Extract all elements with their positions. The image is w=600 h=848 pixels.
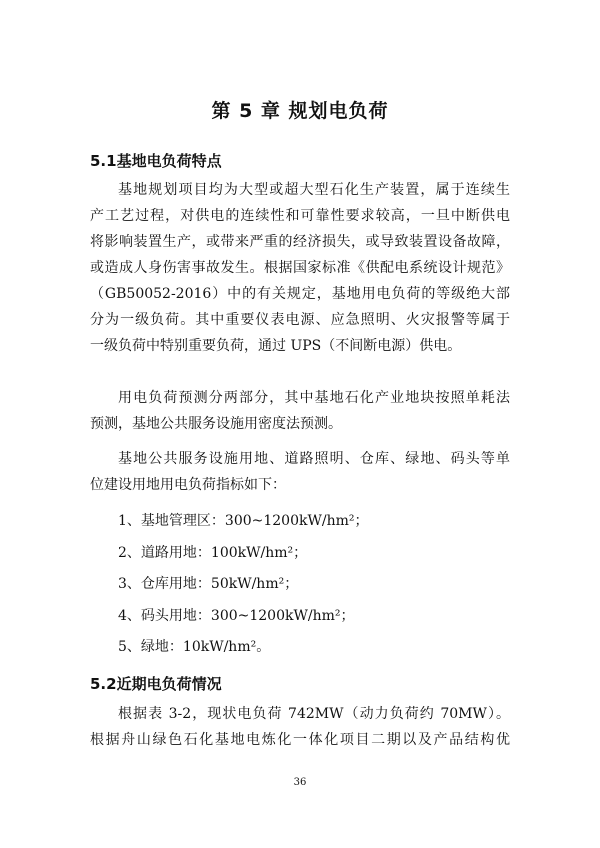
load-indicator-list xyxy=(118,506,368,664)
list-item: 5、绿地：10kW/hm²。 xyxy=(118,639,271,655)
paragraph-forecast-method xyxy=(90,385,510,437)
list-item: 3、仓库用地：50kW/hm²； xyxy=(118,576,299,592)
text-line: 产工艺过程，对供电的连续性和可靠性要求较高，一旦中断供电 xyxy=(90,208,510,224)
page-number: 36 xyxy=(293,777,307,788)
text-line: （GB50052-2016）中的有关规定，基地用电负荷的等级绝大部 xyxy=(90,286,510,302)
text-line: 根据表 3-2，现状电负荷 742MW（动力负荷约 70MW）。 xyxy=(118,706,510,722)
list-item: 2、道路用地：100kW/hm²； xyxy=(118,544,308,561)
text-line: 基地规划项目均为大型或超大型石化生产装置，属于连续生 xyxy=(118,182,510,198)
text-line: 一级负荷中特别重要负荷，通过 UPS（不间断电源）供电。 xyxy=(90,338,462,354)
text-line: 用电负荷预测分两部分，其中基地石化产业地块按照单耗法 xyxy=(118,390,510,406)
paragraph-load-characteristics xyxy=(90,177,510,359)
section-heading-5-1: 5.1基地电负荷特点 xyxy=(90,152,222,170)
text-line: 基地公共服务设施用地、道路照明、仓库、绿地、码头等单 xyxy=(118,451,510,467)
list-item: 1、基地管理区：300~1200kW/hm²； xyxy=(118,513,369,529)
paragraph-load-indicators-intro xyxy=(90,446,510,498)
text-line: 根据舟山绿色石化基地电炼化一体化项目二期以及产品结构优 xyxy=(90,732,510,748)
text-line: 将影响装置生产，或带来严重的经济损失，或导致装置设备故障， xyxy=(90,234,510,250)
chapter-title: 第 5 章 规划电负荷 xyxy=(211,100,389,122)
text-line: 预测，基地公共服务设施用密度法预测。 xyxy=(90,416,342,432)
text-line: 位建设用地用电负荷指标如下： xyxy=(90,477,286,493)
text-line: 或造成人身伤害事故发生。根据国家标准《供配电系统设计规范》 xyxy=(90,260,510,276)
text-line: 分为一级负荷。其中重要仪表电源、应急照明、火灾报警等属于 xyxy=(90,312,510,328)
list-item: 4、码头用地：300~1200kW/hm²； xyxy=(118,607,355,624)
section-heading-5-2: 5.2近期电负荷情况 xyxy=(90,675,222,693)
paragraph-near-term-load xyxy=(90,701,510,753)
